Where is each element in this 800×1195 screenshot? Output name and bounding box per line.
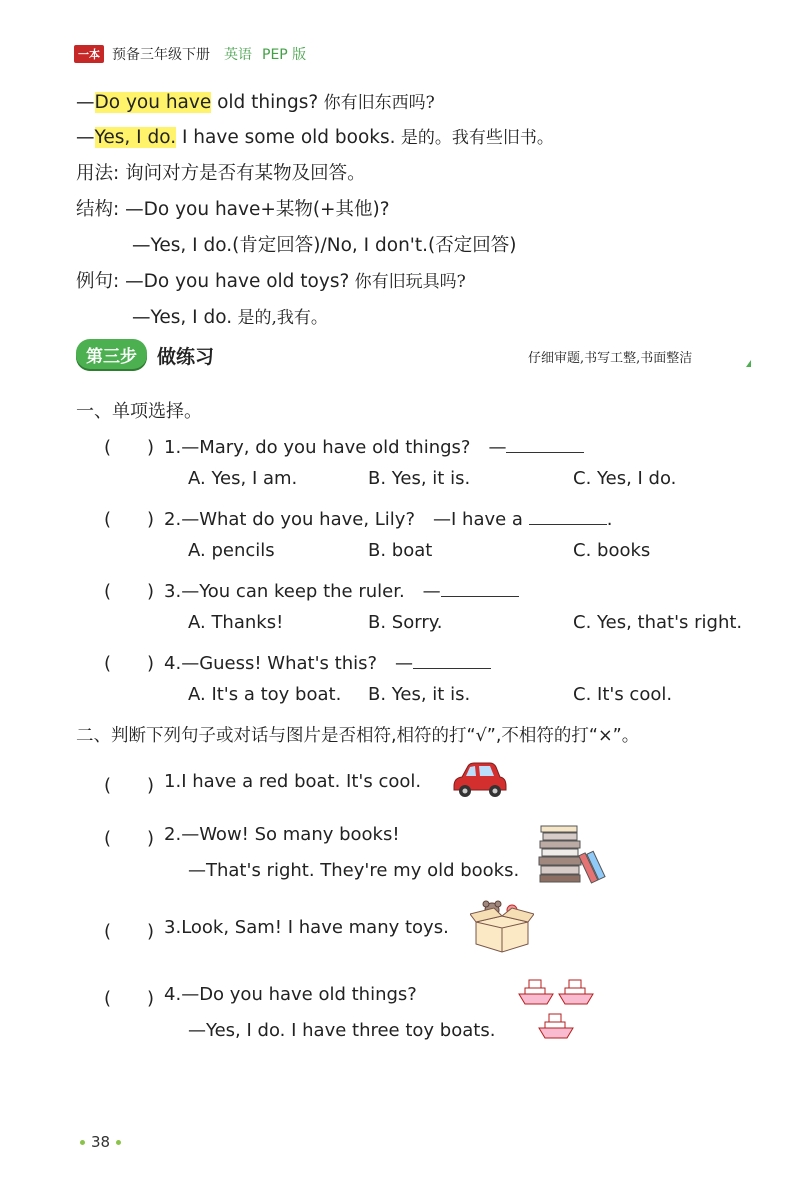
highlight-phrase: Yes, I do.	[94, 127, 177, 148]
question-number: 4.	[164, 653, 182, 674]
intro-line-2-text: I have some old books.	[176, 127, 396, 148]
example-text-1-cn: 你有旧玩具吗?	[349, 272, 466, 292]
question-text: —You can keep the ruler. —	[181, 581, 441, 602]
question-text: —Guess! What's this? —	[181, 653, 414, 674]
structure-line-2: —Yes, I do.(肯定回答)/No, I don't.(否定回答)	[132, 235, 517, 256]
book-title: 预备三年级下册	[112, 47, 210, 63]
part1-title: 一、单项选择。	[76, 401, 202, 422]
usage-text: 询问对方是否有某物及回答。	[125, 163, 366, 184]
option-a: A. It's a toy boat.	[188, 684, 342, 705]
option-b: B. boat	[368, 540, 433, 561]
example-text-2-cn: 是的,我有。	[232, 308, 328, 328]
question-1	[164, 433, 584, 459]
structure-line-1	[76, 195, 390, 221]
intro-line-1-cn: 你有旧东西吗?	[318, 93, 435, 113]
usage-label: 用法:	[76, 163, 120, 184]
answer-blank[interactable]	[529, 510, 607, 525]
option-c: C. Yes, I do.	[573, 468, 677, 489]
question-text: —Mary, do you have old things? —	[181, 437, 507, 458]
judge-item-1	[164, 771, 421, 792]
answer-paren[interactable]: ( )	[104, 437, 155, 458]
section-title: 做练习	[157, 345, 215, 368]
highlight-phrase: Do you have	[94, 92, 212, 113]
intro-line-1: —Do you have old things? 你有旧东西吗?	[76, 92, 435, 113]
section-header	[76, 339, 214, 371]
intro-line-2: —Yes, I do. I have some old books. 是的。我有些旧书。	[76, 127, 554, 148]
red-car-icon	[450, 756, 508, 802]
structure-label: 结构:	[76, 199, 120, 220]
option-b: B. Sorry.	[368, 612, 443, 633]
example-label: 例句:	[76, 271, 120, 292]
item-text: —Do you have old things?	[181, 984, 417, 1005]
answer-blank[interactable]	[441, 582, 519, 597]
question-number: 3.	[164, 581, 182, 602]
option-c: C. Yes, that's right.	[573, 612, 743, 633]
question-end: .	[606, 509, 613, 530]
option-a: A. pencils	[188, 540, 275, 561]
corner-triangle-icon	[746, 360, 751, 367]
toy-boats-icon	[517, 976, 599, 1044]
question-text: —What do you have, Lily? —I have a	[181, 509, 523, 530]
answer-paren[interactable]: ( )	[104, 921, 155, 942]
question-4	[164, 649, 491, 675]
brand-logo: 一本	[74, 45, 104, 63]
item-number: 4.	[164, 984, 182, 1005]
example-text-1: —Do you have old toys?	[125, 271, 350, 292]
answer-paren[interactable]: ( )	[104, 775, 155, 796]
example-line-2	[132, 303, 328, 328]
intro-line-2-cn: 是的。我有些旧书。	[395, 128, 554, 148]
judge-item-3	[164, 917, 449, 938]
dot-icon	[116, 1140, 121, 1145]
item-text: Look, Sam! I have many toys.	[181, 917, 449, 938]
answer-paren[interactable]: ( )	[104, 653, 155, 674]
subject-label: 英语	[224, 47, 252, 63]
part2-title: 二、判断下列句子或对话与图片是否相符,相符的打“√”,不相符的打“×”。	[76, 726, 640, 746]
judge-item-2	[164, 824, 400, 845]
answer-paren[interactable]: ( )	[104, 509, 155, 530]
option-b: B. Yes, it is.	[368, 684, 471, 705]
example-line-1	[76, 267, 466, 293]
question-2	[164, 505, 612, 531]
toy-box-icon	[470, 896, 534, 956]
page-number-text: 38	[91, 1133, 111, 1151]
question-number: 2.	[164, 509, 182, 530]
option-c: C. It's cool.	[573, 684, 673, 705]
option-c: C. books	[573, 540, 651, 561]
intro-line-1-text: old things?	[211, 92, 319, 113]
item-number: 2.	[164, 824, 182, 845]
answer-blank[interactable]	[413, 654, 491, 669]
question-3	[164, 577, 519, 603]
option-a: A. Thanks!	[188, 612, 284, 633]
dot-icon	[80, 1140, 85, 1145]
page-number	[74, 1133, 127, 1151]
edition-label: PEP 版	[262, 47, 307, 63]
structure-text-1: —Do you have+某物(+其他)?	[125, 199, 390, 220]
judge-item-4	[164, 984, 417, 1005]
usage-line	[76, 159, 366, 185]
answer-paren[interactable]: ( )	[104, 581, 155, 602]
answer-paren[interactable]: ( )	[104, 828, 155, 849]
books-stack-icon	[537, 822, 609, 884]
judge-item-4-line2: —Yes, I do. I have three toy boats.	[188, 1020, 496, 1041]
example-text-2: —Yes, I do.	[132, 307, 233, 328]
option-a: A. Yes, I am.	[188, 468, 298, 489]
answer-paren[interactable]: ( )	[104, 988, 155, 1009]
item-text: I have a red boat. It's cool.	[181, 771, 422, 792]
page-header	[74, 44, 306, 64]
item-number: 3.	[164, 917, 182, 938]
section-tip: 仔细审题,书写工整,书面整洁	[528, 351, 693, 366]
judge-item-2-line2: —That's right. They're my old books.	[188, 860, 520, 881]
item-text: —Wow! So many books!	[181, 824, 400, 845]
item-number: 1.	[164, 771, 182, 792]
question-number: 1.	[164, 437, 182, 458]
option-b: B. Yes, it is.	[368, 468, 471, 489]
step-badge: 第三步	[76, 339, 147, 371]
answer-blank[interactable]	[506, 438, 584, 453]
